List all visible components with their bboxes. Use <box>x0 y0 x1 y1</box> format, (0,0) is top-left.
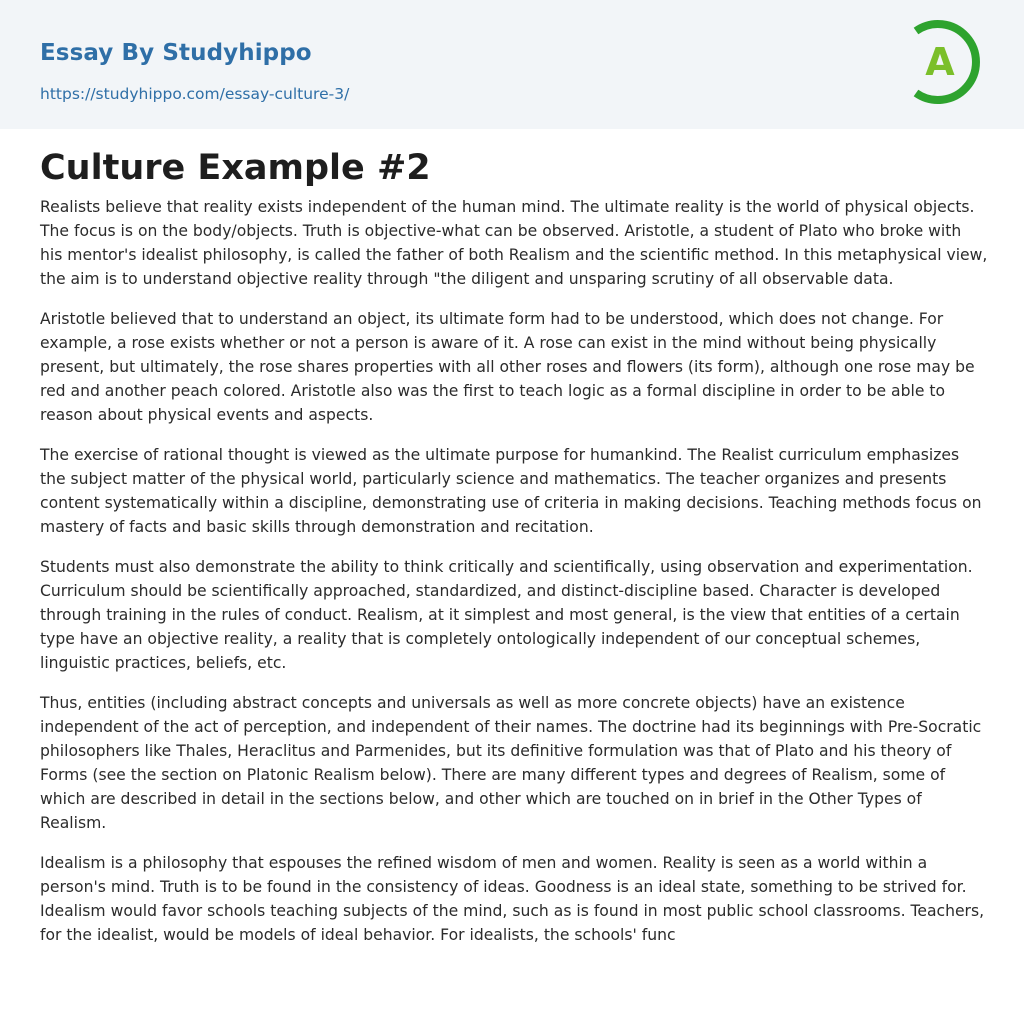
essay-url-link[interactable]: https://studyhippo.com/essay-culture-3/ <box>40 85 350 103</box>
essay-paragraph: The exercise of rational thought is viewed as the ultimate purpose for humankind. The Realist curriculum emphasizes the subject matter of the physical world, particularly science and mathematics. The teacher organizes and presents content systematically within a discipline, demonstrating use of criteria in making decisions. Teaching methods focus on mastery of facts and basic skills through demonstration and recitation. <box>40 446 982 536</box>
site-title[interactable]: Essay By Studyhippo <box>40 40 312 66</box>
essay-paragraph: Realists believe that reality exists independent of the human mind. The ultimate reality is the world of physical objects. The focus is on the body/objects. Truth is objective-what can be observed. Aristotle, a student of Plato who broke with his mentor's idealist philosophy, is called the father of both Realism and the scientific method. In this metaphysical view, the aim is to understand objective reality through "the diligent and unsparing scrutiny of all observable data. <box>40 198 988 288</box>
logo-letter: A <box>925 40 955 84</box>
essay-paragraph: Idealism is a philosophy that espouses the refined wisdom of men and women. Reality is seen as a world within a person's mind. Truth is to be found in the consistency of ideas. Goodness is an ideal state, something to be strived for. Idealism would favor schools teaching subjects of the mind, such as is found in most public school classrooms. Teachers, for the idealist, would be models of ideal behavior. For idealists, the schools' func <box>40 854 985 944</box>
essay-paragraph: Aristotle believed that to understand an object, its ultimate form had to be understood, which does not change. For example, a rose exists whether or not a person is aware of it. A rose can exist in the mind without being physically present, but ultimately, the rose shares properties with all other roses and flowers (its form), although one rose may be red and another peach colored. Aristotle also was the first to teach logic as a formal discipline in order to be able to reason about physical events and aspects. <box>40 310 975 424</box>
essay-paragraph: Students must also demonstrate the ability to think critically and scientifically, using observation and experimentation. Curriculum should be scientifically approached, standardized, and distinct-discipline based. Character is developed through training in the rules of conduct. Realism, at it simplest and most general, is the view that entities of a certain type have an objective reality, a reality that is completely ontologically independent of our conceptual schemes, linguistic practices, beliefs, etc. <box>40 558 973 672</box>
essay-title: Culture Example #2 <box>40 148 431 188</box>
page-header <box>0 0 1024 129</box>
essay-paragraph: Thus, entities (including abstract concepts and universals as well as more concrete objects) have an existence independent of the act of perception, and independent of their names. The doctrine had its beginnings with Pre-Socratic philosophers like Thales, Heraclitus and Parmenides, but its definitive formulation was that of Plato and his theory of Forms (see the section on Platonic Realism below). There are many different types and degrees of Realism, some of which are described in detail in the sections below, and other which are touched on in brief in the Other Types of Realism. <box>40 694 982 832</box>
studyhippo-logo-icon[interactable] <box>906 17 990 107</box>
essay-content <box>40 145 988 963</box>
